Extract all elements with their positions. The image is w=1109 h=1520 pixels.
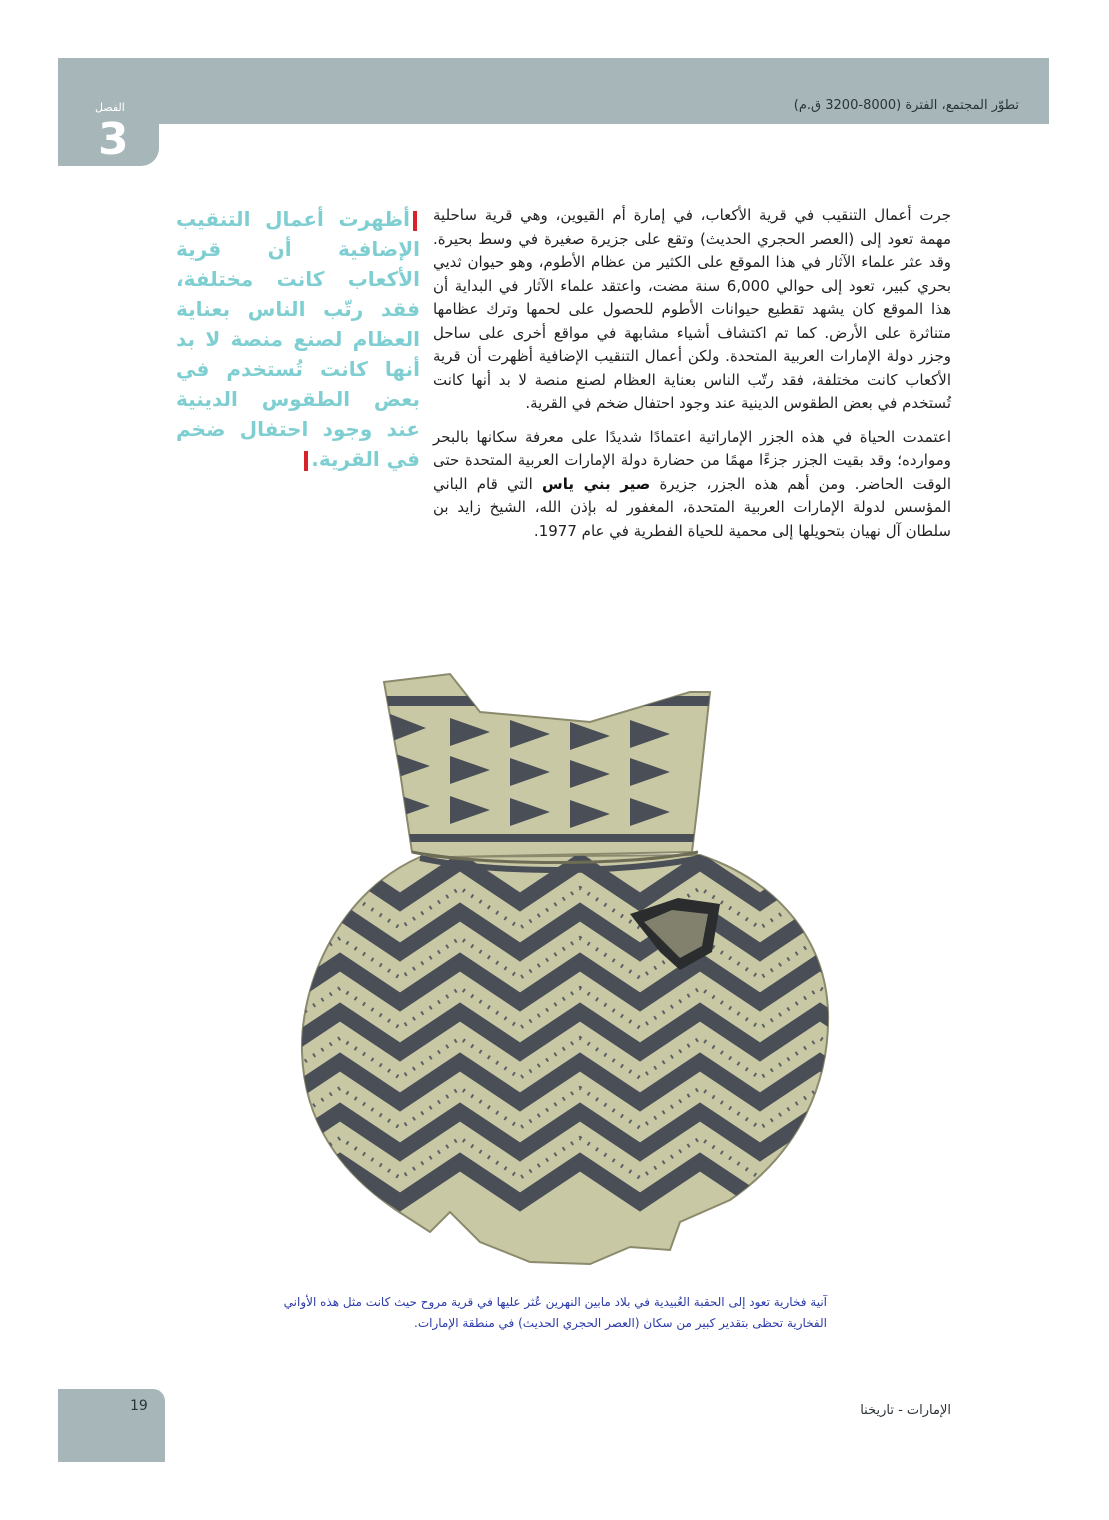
paragraph-2-intro: اعتمدت الحياة في هذه الجزر الإماراتية اعتمادًا شديدًا على معرفة سكانها بالبحر وموارده؛ وقد بقيت الجزر جزءًا مهمًا من حضارة دولة الإمارات العربية المتحدة حتى الوقت الحاضر. ومن أهم هذه الجزر، جزيرة bbox=[433, 427, 951, 493]
paragraph-2-rest: التي قام الباني المؤسس لدولة الإمارات العربية المتحدة، المغفور له بإذن الله، الشيخ زايد بن سلطان آل نهيان بتحويلها إلى محمية للحياة الفطرية في عام 1977. bbox=[433, 474, 951, 540]
page-header-title: تطوّر المجتمع، الفترة (8000-3200 ق.م) bbox=[793, 98, 1019, 113]
pull-quote bbox=[176, 204, 420, 474]
page-number: 19 bbox=[130, 1398, 148, 1414]
footer-tab bbox=[58, 1389, 165, 1462]
article-body bbox=[433, 204, 951, 553]
pottery-vessel-image bbox=[300, 652, 860, 1272]
footer-book-title: الإمارات - تاريخنا bbox=[860, 1403, 951, 1418]
article-paragraph-1: جرت أعمال التنقيب في قرية الأكعاب، في إمارة أم القيوين، وهي قرية ساحلية مهمة تعود إلى (العصر الحجري الحديث) وتقع على جزيرة صغيرة في وسط بحيرة. وقد عثر علماء الآثار في هذا الموقع على الكثير من عظام الأطوم، وهو حيوان ثديي بحري كبير، تعود إلى حوالي 6,000 سنة مضت، واعتقد علماء الآثار في البداية أن هذا الموقع كان يشهد تقطيع حيوانات الأطوم للحصول على لحمها وترك عظامها متناثرة على الأرض. كما تم اكتشاف أشياء مشابهة في مواقع أخرى على ساحل وجزر دولة الإمارات العربية المتحدة. ولكن أعمال التنقيب الإضافية أظهرت أن قرية الأكعاب كانت مختلفة، فقد رتّب الناس بعناية العظام لصنع منصة لا بد أنها كانت تُستخدم في بعض الطقوس الدينية عند وجود احتفال ضخم في القرية. bbox=[433, 206, 951, 412]
quote-close-bar bbox=[304, 451, 308, 471]
pull-quote-text: أظهرت أعمال التنقيب الإضافية أن قرية الأكعاب كانت مختلفة، فقد رتّب الناس بعناية العظام لصنع منصة لا بد أنها كانت تُستخدم في بعض الطقوس الدينية عند وجود احتفال ضخم في القرية. bbox=[176, 207, 420, 471]
header-band bbox=[58, 58, 1049, 124]
quote-open-bar bbox=[413, 211, 417, 231]
island-name: صير بني ياس bbox=[542, 474, 651, 493]
article-paragraph-2 bbox=[433, 426, 951, 544]
figure-caption: آنية فخارية تعود إلى الحقبة العُبيدية في بلاد مابين النهرين عُثر عليها في قرية مروح حيث كانت مثل هذه الأواني الفخارية تحظى بتقدير كبير من سكان (العصر الحجري الحديث) في منطقة الإمارات. bbox=[283, 1295, 827, 1330]
chapter-number: 3 bbox=[98, 114, 129, 165]
chapter-label: الفصل bbox=[95, 101, 125, 114]
